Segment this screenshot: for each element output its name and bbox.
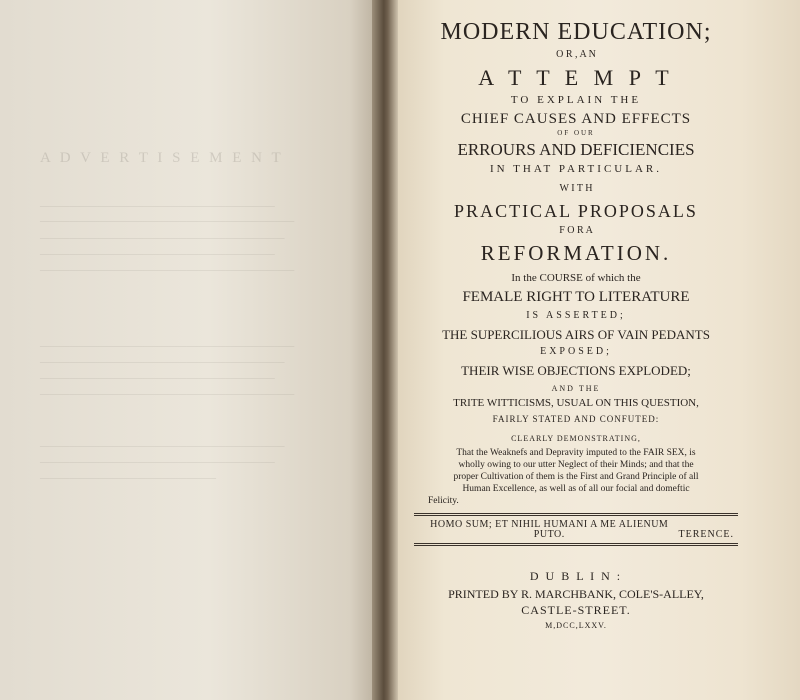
of-our-line: OF OUR xyxy=(557,129,595,137)
imprint-city: D U B L I N : xyxy=(529,569,623,583)
to-explain-line: TO EXPLAIN THE xyxy=(510,94,642,106)
asserted-line: IS ASSERTED; xyxy=(526,310,626,321)
bleed-through-text: —————————————————————————— xyxy=(40,264,295,276)
reformation-line: REFORMATION. xyxy=(480,241,672,265)
book-gutter xyxy=(372,0,398,700)
body-line: wholly owing to our utter Neglect of their Minds; and that the xyxy=(458,460,694,470)
motto-block xyxy=(408,516,744,543)
and-the-line: AND THE xyxy=(551,384,601,393)
female-right-line: FEMALE RIGHT TO LITERATURE xyxy=(462,289,690,305)
fairly-line: FAIRLY STATED AND CONFUTED: xyxy=(492,414,660,424)
bleed-through-text: —————————————————————————— xyxy=(40,388,295,400)
or-an-line: O R , A N xyxy=(556,49,596,60)
imprint-year: M,DCC,LXXV. xyxy=(545,621,607,630)
title-page xyxy=(408,20,744,630)
in-that-line: IN THAT PARTICULAR. xyxy=(490,163,662,175)
attempt-line: A T T E M P T xyxy=(478,65,674,90)
trite-line: TRITE WITTICISMS, USUAL ON THIS QUESTION, xyxy=(453,397,699,409)
with-line: W I T H xyxy=(559,183,593,194)
practical-line: PRACTICAL PROPOSALS xyxy=(454,201,698,221)
course-line: In the COURSE of which the xyxy=(511,272,641,284)
bleed-through-text: ———————————————————————— xyxy=(40,248,275,260)
exposed-line: EXPOSED; xyxy=(540,346,612,357)
bleed-through-text: ———————————————————————— xyxy=(40,372,275,384)
left-page xyxy=(0,0,380,700)
bleed-through-text: —————————————————————————— xyxy=(40,340,295,352)
bleed-through-text: ————————————————————————— xyxy=(40,440,285,452)
body-line: Felicity. xyxy=(428,496,459,506)
imprint-printer: PRINTED BY R. MARCHBANK, COLE'S-ALLEY, xyxy=(448,587,704,601)
book-title: MODERN EDUCATION; xyxy=(440,19,712,45)
for-a-line: F O R A xyxy=(559,225,593,236)
bleed-through-text: ———————————————————————— xyxy=(40,456,275,468)
motto-text: HOMO SUM; ET NIHIL HUMANI A ME ALIENUM PUTO. xyxy=(430,519,669,540)
body-line: That the Weaknefs and Depravity imputed to the FAIR SEX, is xyxy=(456,448,696,458)
objections-line: THEIR WISE OBJECTIONS EXPLODED; xyxy=(461,363,691,378)
bleed-through-text: —————————————————————————— xyxy=(40,215,295,227)
bleed-through-text: —————————————————— xyxy=(40,472,217,484)
imprint-street: CASTLE-STREET. xyxy=(521,603,631,617)
supercilious-line: THE SUPERCILIOUS AIRS OF VAIN PEDANTS xyxy=(442,327,710,342)
clearly-line: CLEARLY DEMONSTRATING, xyxy=(511,434,641,443)
bleed-through-text: ———————————————————————— xyxy=(40,200,275,212)
chief-causes-line: CHIEF CAUSES AND EFFECTS xyxy=(460,111,692,127)
body-line: Human Excellence, as well as of all our focial and domeftic xyxy=(462,484,690,494)
errours-line: ERROURS AND DEFICIENCIES xyxy=(457,140,695,159)
bleed-through-text: ————————————————————————— xyxy=(40,232,285,244)
bleed-through-text: A D V E R T I S E M E N T xyxy=(40,150,284,166)
bleed-through-text: ————————————————————————— xyxy=(40,356,285,368)
bottom-rule xyxy=(414,543,738,546)
motto-author: TERENCE. xyxy=(678,529,734,540)
body-line: proper Cultivation of them is the First and Grand Principle of all xyxy=(453,472,699,482)
